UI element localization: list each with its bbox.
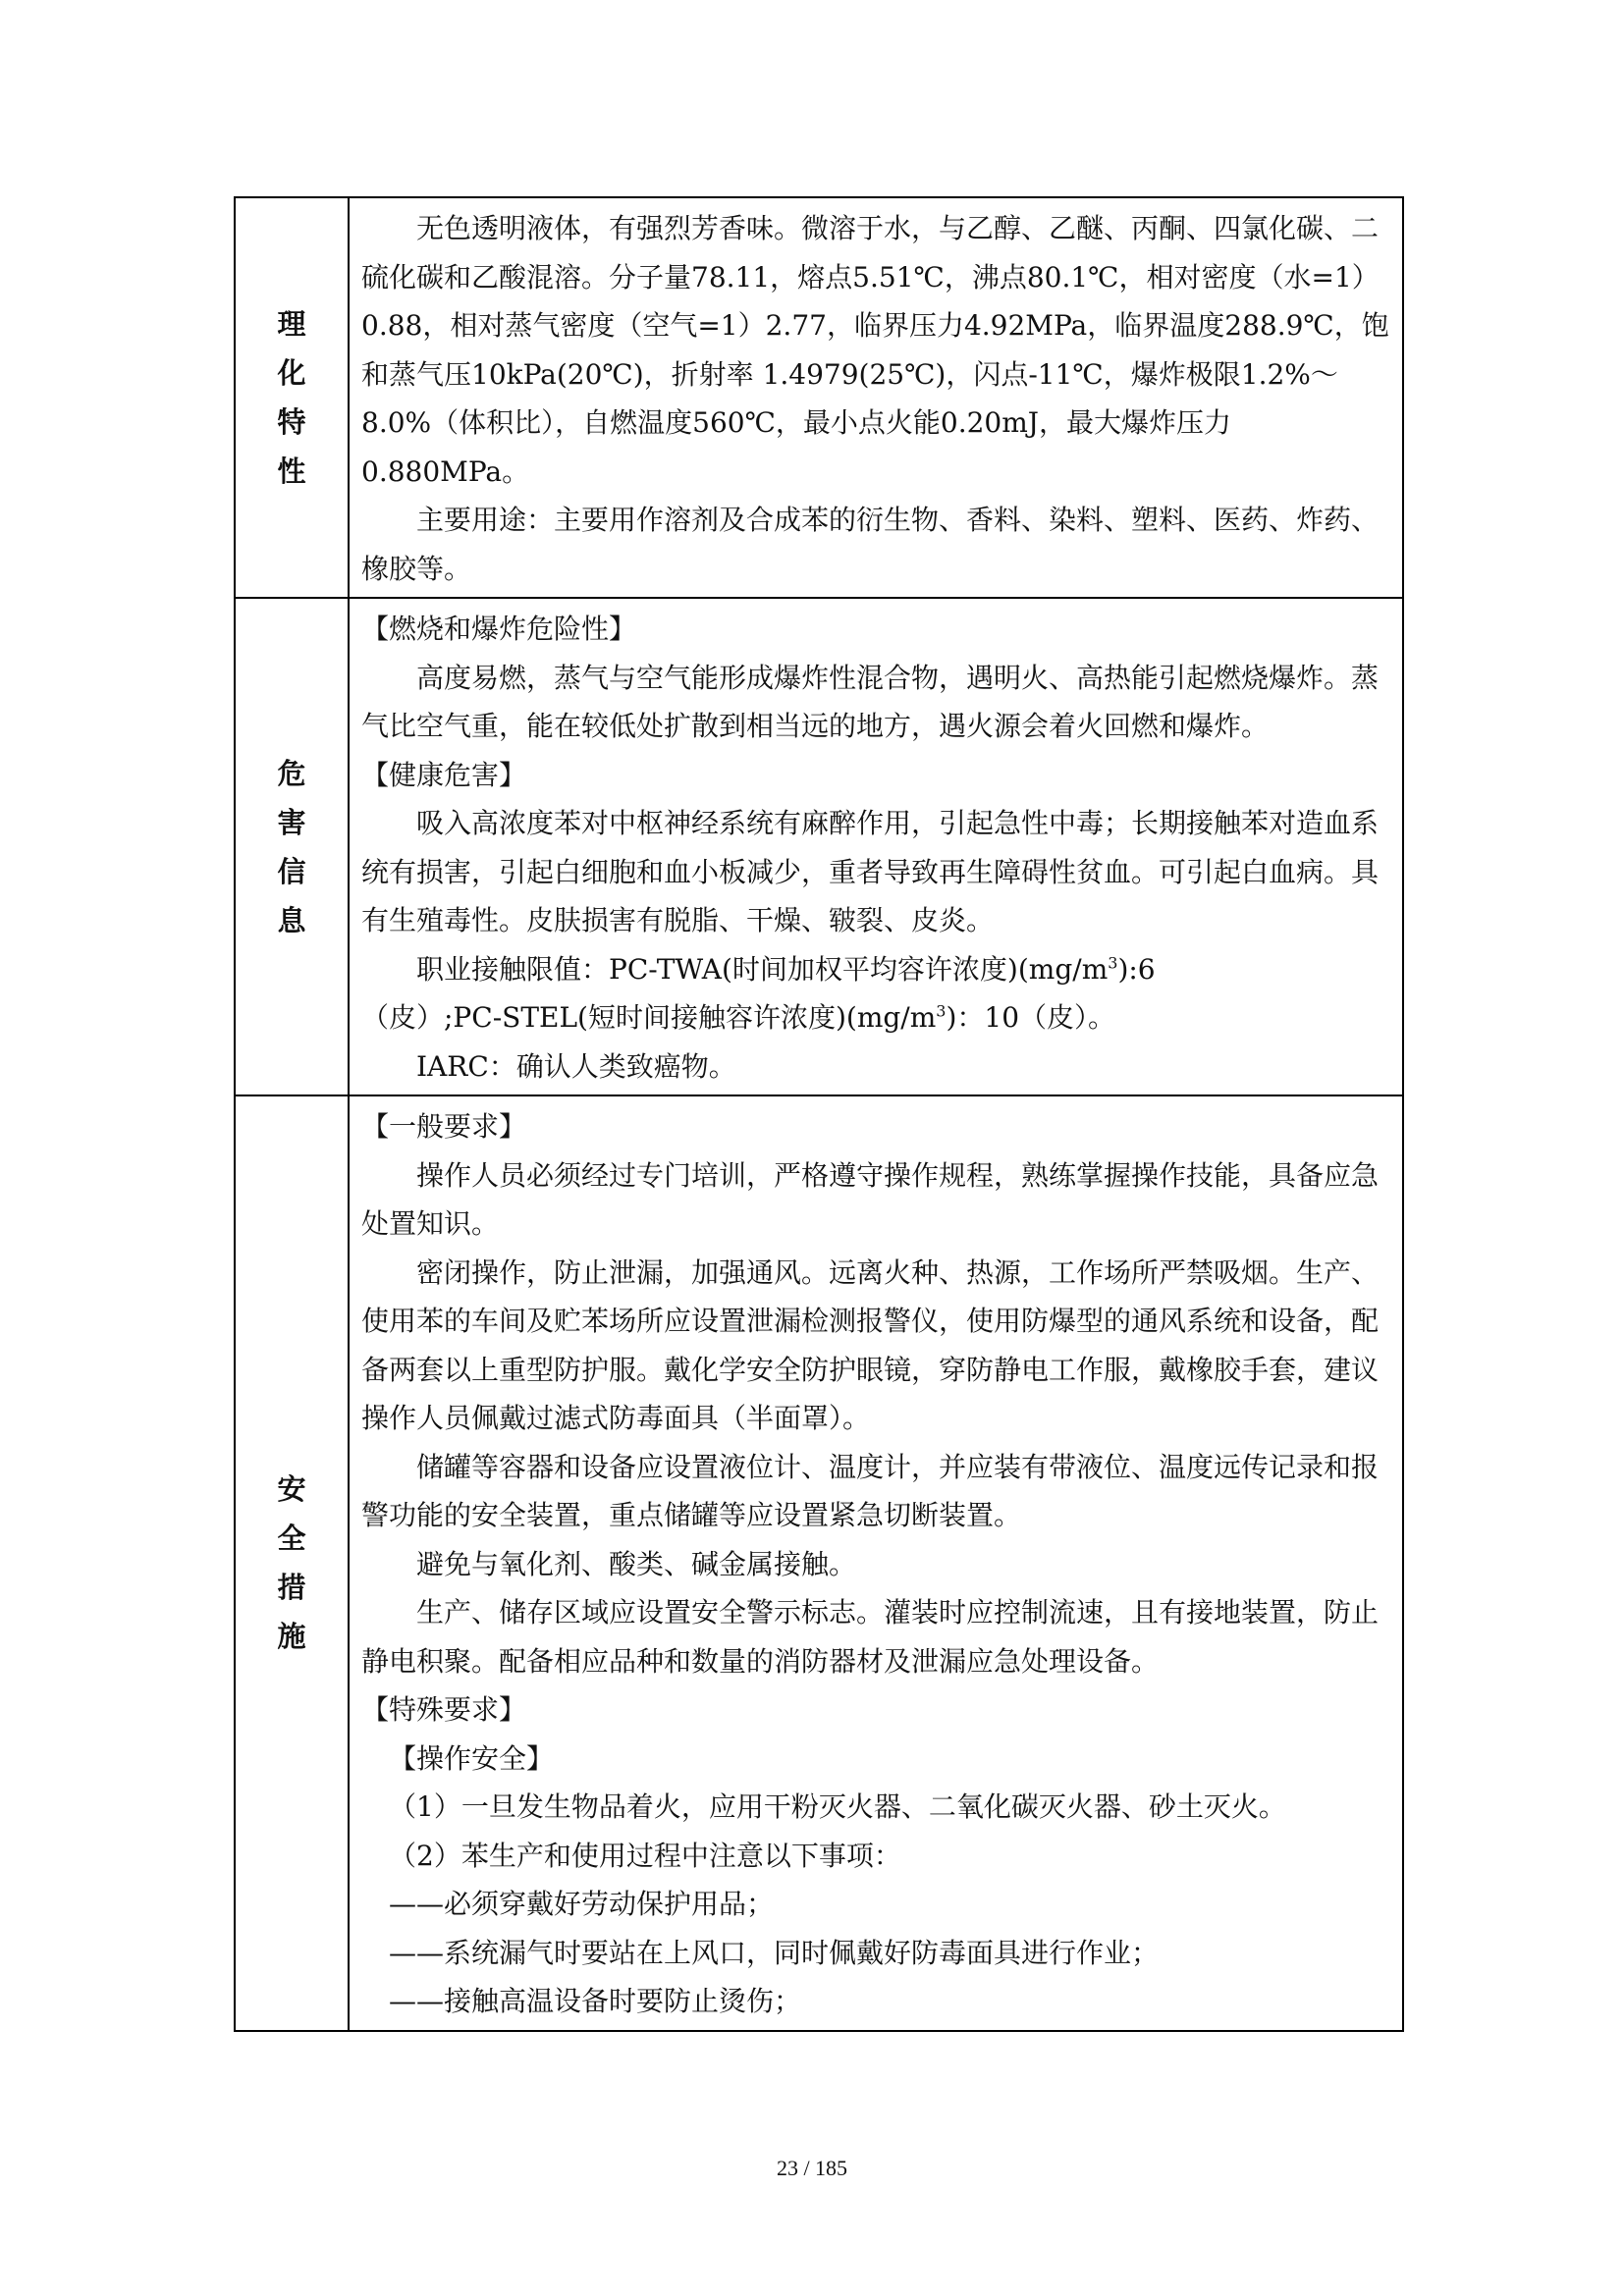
special-requirements-heading: 【特殊要求】 — [361, 1693, 527, 1726]
oel-text: ):6 — [1117, 952, 1156, 986]
label-char: 特 — [277, 405, 306, 439]
health-hazard-paragraph: 吸入高浓度苯对中枢神经系统有麻醉作用，引起急性中毒；长期接触苯对造血系统有损害，引起白细胞和血小板减少，重者导致再生障碍性贫血。可引起白血病。具有生殖毒性。皮肤损害有脱脂、干燥、皲裂、皮炎。 — [361, 807, 1380, 936]
label-char: 化 — [277, 356, 306, 390]
label-char: 息 — [277, 903, 306, 937]
general-requirement-paragraph: 避免与氧化剂、酸类、碱金属接触。 — [416, 1547, 857, 1580]
table-row-hazard-information — [235, 598, 1403, 1095]
special-requirement-item: （2）苯生产和使用过程中注意以下事项： — [389, 1839, 901, 1872]
main-uses-paragraph: 主要用途：主要用作溶剂及合成苯的衍生物、香料、染料、塑料、医药、炸药、橡胶等。 — [361, 504, 1380, 585]
general-requirement-paragraph: 操作人员必须经过专门培训，严格遵守操作规程，熟练掌握操作技能，具备应急处置知识。 — [361, 1158, 1380, 1240]
label-char: 害 — [277, 805, 306, 839]
label-char: 施 — [277, 1620, 306, 1654]
label-char: 措 — [277, 1571, 306, 1605]
physical-properties-content — [349, 197, 1403, 598]
oel-text: )：10（皮）。 — [946, 1001, 1116, 1034]
general-requirements-heading: 【一般要求】 — [361, 1110, 527, 1143]
row-label-physical-properties — [235, 197, 349, 598]
label-char: 安 — [277, 1472, 306, 1507]
superscript-3: 3 — [1108, 953, 1118, 973]
occupational-exposure-limit-line1 — [361, 945, 1396, 994]
general-requirement-paragraph: 密闭操作，防止泄漏，加强通风。远离火种、热源，工作场所严禁吸烟。生产、使用苯的车间及贮苯场所应设置泄漏检测报警仪，使用防爆型的通风系统和设备，配备两套以上重型防护服。戴化学安全防护眼镜，穿防静电工作服，戴橡胶手套，建议操作人员佩戴过滤式防毒面具（半面罩）。 — [361, 1255, 1380, 1434]
general-requirement-paragraph: 生产、储存区域应设置安全警示标志。灌装时应控制流速，且有接地装置，防止静电积聚。配备相应品种和数量的消防器材及泄漏应急处理设备。 — [361, 1596, 1380, 1678]
label-char: 信 — [277, 854, 306, 888]
table-row-physical-properties — [235, 197, 1403, 598]
fire-explosion-paragraph: 高度易燃，蒸气与空气能形成爆炸性混合物，遇明火、高热能引起燃烧爆炸。蒸气比空气重，能在较低处扩散到相当远的地方，遇火源会着火回燃和爆炸。 — [361, 661, 1380, 742]
label-char: 危 — [277, 756, 306, 790]
special-requirement-item: ——系统漏气时要站在上风口，同时佩戴好防毒面具进行作业； — [389, 1936, 1160, 1969]
operation-safety-heading: 【操作安全】 — [389, 1741, 555, 1775]
safety-measures-content — [349, 1095, 1403, 2031]
oel-text: 职业接触限值：PC-TWA(时间加权平均容许浓度)(mg/m — [416, 952, 1109, 986]
label-char: 全 — [277, 1522, 306, 1556]
hazard-information-content — [349, 598, 1403, 1095]
special-requirement-item: ——必须穿戴好劳动保护用品； — [389, 1888, 775, 1920]
benzene-safety-table — [234, 196, 1404, 2032]
fire-explosion-heading: 【燃烧和爆炸危险性】 — [361, 613, 637, 645]
oel-text: （皮）;PC-STEL(短时间接触容许浓度)(mg/m — [361, 1001, 937, 1034]
occupational-exposure-limit-line2 — [361, 993, 1396, 1042]
health-hazard-heading: 【健康危害】 — [361, 758, 527, 791]
physical-properties-paragraph: 无色透明液体，有强烈芳香味。微溶于水，与乙醇、乙醚、丙酮、四氯化碳、二硫化碳和乙酸混溶。分子量78.11，熔点5.51℃，沸点80.1℃，相对密度（水=1）0.88，相对蒸气密度（空气=1）2.77，临界压力4.92MPa，临界温度288.9℃，饱和蒸气压10kPa(20℃)，折射率 1.4979(25℃)，闪点-11℃，爆炸极限1.2%～8.0%（体积比），自燃温度560℃，最小点火能0.20mJ，最大爆炸压力0.880MPa。 — [361, 212, 1389, 488]
special-requirement-item: （1）一旦发生物品着火，应用干粉灭火器、二氧化碳灭火器、砂土灭火。 — [389, 1790, 1286, 1823]
table-row-safety-measures — [235, 1095, 1403, 2031]
label-char: 理 — [277, 307, 306, 341]
row-label-safety-measures — [235, 1095, 349, 2031]
general-requirement-paragraph: 储罐等容器和设备应设置液位计、温度计，并应装有带液位、温度远传记录和报警功能的安全装置，重点储罐等应设置紧急切断装置。 — [361, 1450, 1380, 1531]
page-number: 23 / 185 — [776, 2156, 848, 2180]
iarc-paragraph: IARC：确认人类致癌物。 — [416, 1049, 736, 1083]
special-requirement-item: ——接触高温设备时要防止烫伤； — [389, 1985, 802, 2017]
superscript-3: 3 — [936, 1001, 947, 1021]
row-label-hazard-information — [235, 598, 349, 1095]
label-char: 性 — [277, 454, 306, 488]
